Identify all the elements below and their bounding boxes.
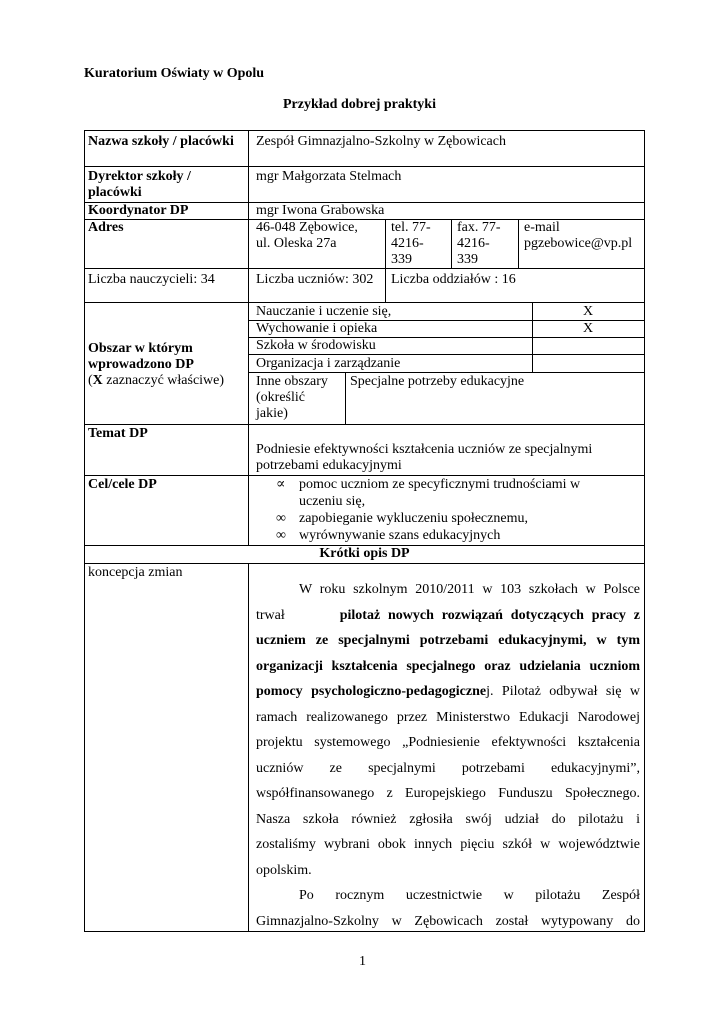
organization-title: Kuratorium Oświaty w Opolu bbox=[84, 66, 265, 81]
coordinator-value: mgr Iwona Grabowska bbox=[256, 203, 385, 218]
fax-line3: 339 bbox=[457, 252, 478, 267]
document-title: Przykład dobrej praktyki bbox=[283, 97, 436, 112]
other-areas-label-end: jakie) bbox=[256, 406, 288, 421]
address-line2: ul. Oleska 27a bbox=[256, 236, 337, 251]
phone-line3: 339 bbox=[391, 252, 412, 267]
area-teaching-mark: X bbox=[583, 304, 594, 319]
fax-line1: fax. 77- bbox=[457, 220, 501, 235]
topic-label: Temat DP bbox=[88, 426, 148, 441]
goals-label: Cel/cele DP bbox=[88, 477, 157, 492]
goal-bullet: ∝ bbox=[276, 477, 286, 492]
other-areas-value: Specjalne potrzeby edukacyjne bbox=[350, 374, 525, 389]
area-upbringing-mark: X bbox=[583, 321, 594, 336]
director-label-cont: placówki bbox=[88, 185, 142, 200]
area-community: Szkoła w środowisku bbox=[256, 338, 376, 353]
school-name-value: Zespół Gimnazjalno-Szkolny w Zębowicach bbox=[256, 134, 506, 149]
area-organization: Organizacja i zarządzanie bbox=[256, 356, 401, 371]
goal-item: pomoc uczniom ze specyficznymi trudnościami w bbox=[299, 477, 581, 492]
goal-bullet: ∞ bbox=[276, 511, 286, 526]
goal-item-cont: uczeniu się, bbox=[299, 494, 366, 509]
description-heading: Krótki opis DP bbox=[319, 546, 410, 561]
email-value: pgzebowice@vp.pl bbox=[524, 236, 633, 251]
description-label: koncepcja zmian bbox=[88, 565, 183, 580]
other-areas-label: Inne obszary bbox=[256, 374, 328, 389]
area-teaching: Nauczanie i uczenie się, bbox=[256, 304, 392, 319]
goal-item: zapobieganie wykluczeniu społecznemu, bbox=[299, 511, 528, 526]
goal-item: wyrównywanie szans edukacyjnych bbox=[299, 528, 501, 543]
topic-line2: potrzebami edukacyjnymi bbox=[256, 458, 402, 473]
goal-bullet: ∞ bbox=[276, 528, 286, 543]
address-line1: 46-048 Zębowice, bbox=[256, 220, 358, 235]
area-upbringing: Wychowanie i opieka bbox=[256, 321, 378, 336]
page-number: 1 bbox=[359, 954, 366, 969]
school-name-label: Nazwa szkoły / placówki bbox=[88, 134, 234, 149]
students-count: Liczba uczniów: 302 bbox=[256, 272, 374, 287]
coordinator-label: Koordynator DP bbox=[88, 203, 189, 218]
fax-line2: 4216- bbox=[457, 236, 490, 251]
area-label-cont: wprowadzono DP bbox=[88, 357, 194, 372]
area-label: Obszar w którym bbox=[88, 341, 193, 356]
area-hint: (X zaznaczyć właściwe) bbox=[88, 373, 225, 388]
email-label: e-mail bbox=[524, 220, 560, 235]
classes-count: Liczba oddziałów : 16 bbox=[391, 272, 516, 287]
director-value: mgr Małgorzata Stelmach bbox=[256, 169, 402, 184]
address-label: Adres bbox=[88, 220, 124, 235]
phone-line2: 4216- bbox=[391, 236, 424, 251]
teachers-count: Liczba nauczycieli: 34 bbox=[88, 272, 215, 287]
phone-line1: tel. 77- bbox=[391, 220, 431, 235]
other-areas-label-cont: (określić bbox=[256, 390, 305, 405]
director-label: Dyrektor szkoły / bbox=[88, 169, 191, 184]
description-body: W roku szkolnym 2010/2011 w 103 szkołach w Polsce trwał pilotaż nowych rozwiązań dotyczących pracy z uczniem ze specjalnymi potrzebami edukacyjnymi, w tym organizacji kształcenia specjalnego oraz udzielania uczniom pomocy psychologiczno-pedagogicznej. Pilotaż odbywał się w ramach realizowanego przez Ministerstwo Edukacji Narodowej projektu systemowego „Podniesienie efektywności kształcenia uczniów ze specjalnymi potrzebami edukacyjnymi”, współfinansowanego z Europejskiego Funduszu Społecznego. Nasza szkoła również zgłosiła swój udział do pilotażu i zostaliśmy wybrani obok innych pięciu szkół w województwie opolskim. Po rocznym uczestnictwie w pilotażu Zespół Gimnazjalno-Szkolny w Zębowicach został wytypowany do bbox=[256, 582, 641, 929]
topic-line1: Podniesie efektywności kształcenia uczniów ze specjalnymi bbox=[256, 442, 593, 457]
